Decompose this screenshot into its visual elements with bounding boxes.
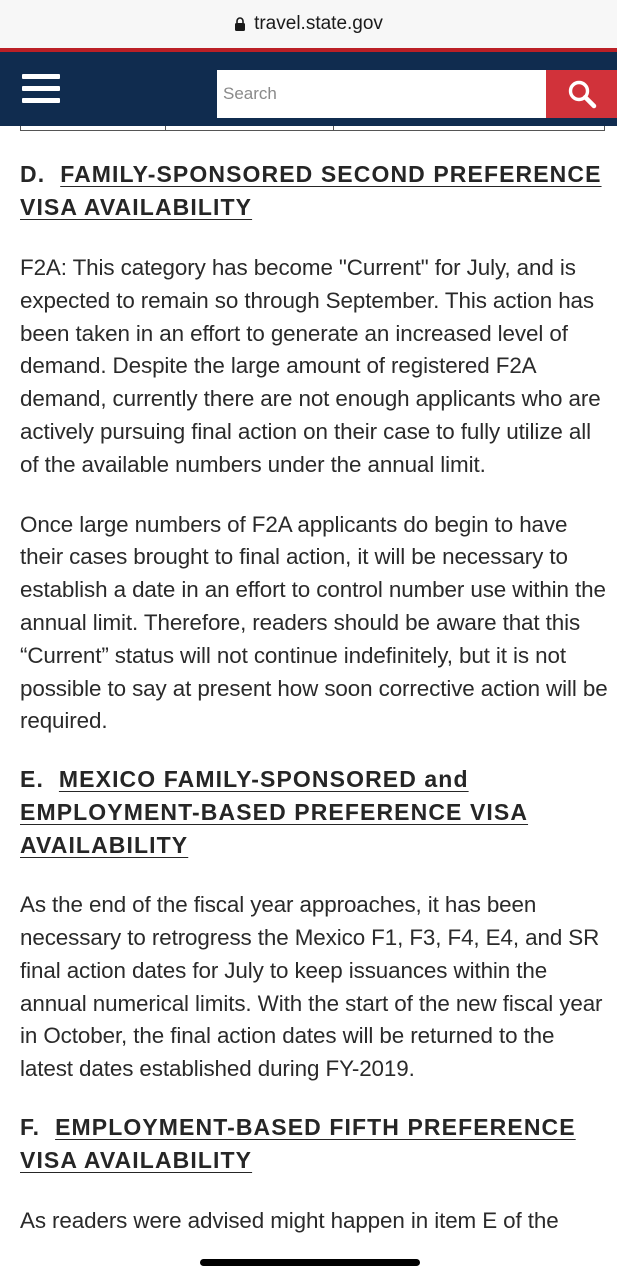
section-d-title: FAMILY-SPONSORED SECOND PREFERENCE (60, 161, 602, 187)
hamburger-icon-bar (22, 98, 60, 103)
section-e-title-line2: EMPLOYMENT-BASED PREFERENCE VISA (20, 799, 529, 826)
section-f-paragraph-1: As readers were advised might happen in item E of the (20, 1207, 559, 1233)
section-e-title-line3: AVAILABILITY (20, 832, 189, 859)
site-header (0, 48, 617, 126)
section-d-paragraph-1: F2A: This category has become "Current" for July, and is expected to remain so through September. This action has been taken in an effort to generate an increased level of demand. Despite the large amount of registered F2A demand, currently there are not enough applicants who are actively pursuing final action on their case to fully utilize all of the available numbers under the annual limit. (20, 255, 601, 477)
url-domain: travel.state.gov (254, 13, 383, 34)
search-button[interactable] (546, 70, 617, 118)
section-f-heading (20, 1111, 610, 1177)
search-input[interactable] (217, 70, 547, 118)
lock-icon (234, 17, 246, 31)
search-icon (567, 79, 597, 109)
section-d-paragraph-2: Once large numbers of F2A applicants do begin to have their cases brought to final action, it will be necessary to establish a date in an effort to control number use within the annual limit. Therefore, readers should be aware that this “Current” status will not continue indefinitely, but it is not possible to say at present how soon corrective action will be required. (20, 511, 608, 734)
menu-button[interactable] (22, 74, 62, 106)
section-f-title-line2: VISA AVAILABILITY (20, 1146, 253, 1173)
section-d-title-line2: VISA AVAILABILITY (20, 194, 253, 220)
section-e-letter: E. (20, 766, 44, 793)
section-f-title: EMPLOYMENT-BASED FIFTH PREFERENCE (55, 1113, 576, 1140)
bulletin-content (20, 158, 610, 1238)
section-d-heading (20, 158, 610, 224)
url-bar[interactable] (0, 0, 617, 48)
section-e-heading (20, 763, 610, 862)
table-bottom-edge (20, 126, 605, 131)
home-indicator[interactable] (200, 1259, 420, 1266)
hamburger-icon-bar (22, 74, 60, 79)
section-f-letter: F. (20, 1113, 41, 1140)
section-d-letter: D. (20, 161, 46, 187)
section-e-title: MEXICO FAMILY-SPONSORED and (58, 766, 469, 793)
hamburger-icon-bar (22, 86, 60, 91)
section-e-paragraph-1: As the end of the fiscal year approaches, it has been necessary to retrogress the Mexico F1, F3, F4, E4, and SR final action dates for July to keep issuances within the annual numerical limits. With the start of the new fiscal year in October, the final action dates will be returned to the latest dates established during FY-2019. (20, 892, 603, 1082)
